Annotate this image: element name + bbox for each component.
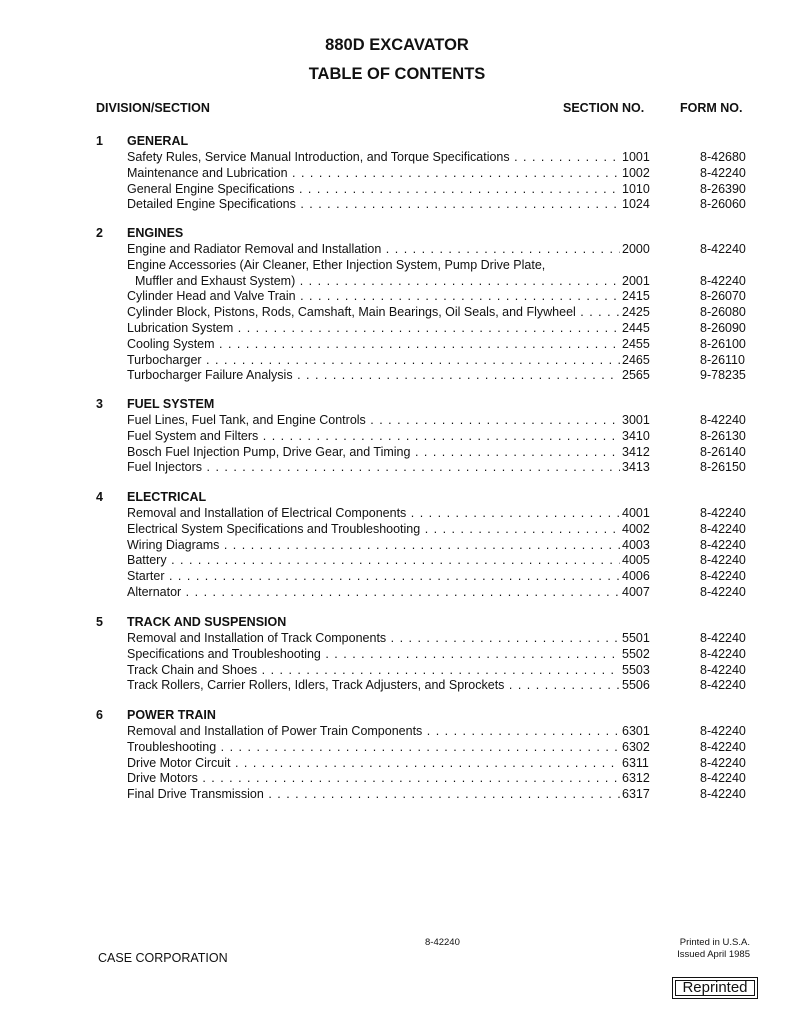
entry-title: Safety Rules, Service Manual Introduction, and Torque Specifications . . . — [127, 150, 620, 166]
toc-entry[interactable] — [0, 460, 794, 476]
division-name: GENERAL — [127, 134, 189, 148]
entry-form-number: 8-42240 — [700, 755, 746, 770]
entry-form-number: 8-26110 — [700, 352, 745, 367]
document-title: 880D EXCAVATOR — [325, 36, 469, 54]
entry-section-number: 6312 — [622, 771, 650, 786]
toc-entry[interactable] — [0, 368, 794, 384]
toc-entry[interactable] — [0, 724, 794, 740]
toc-entry[interactable] — [0, 538, 794, 554]
entry-section-number: 6301 — [622, 724, 650, 738]
toc-entry[interactable] — [0, 506, 794, 522]
entry-form-number: 8-42240 — [700, 678, 746, 693]
entry-title: General Engine Specifications . . . — [127, 182, 620, 198]
entry-title: Fuel Lines, Fuel Tank, and Engine Controls . . . — [127, 413, 620, 429]
entry-form-number: 8-26140 — [700, 444, 746, 459]
entry-title: Drive Motors . . . — [127, 771, 620, 787]
entry-section-number: 4005 — [622, 553, 650, 568]
company-name: CASE CORPORATION — [98, 951, 228, 965]
entry-section-number: 6317 — [622, 787, 650, 802]
toc-entry[interactable] — [0, 337, 794, 353]
division-entries — [0, 631, 794, 694]
entry-form-number: 8-42240 — [700, 537, 746, 552]
printed-in-text: Printed in U.S.A. — [679, 937, 750, 948]
toc-entry[interactable] — [0, 787, 794, 803]
issued-date-text: Issued April 1985 — [677, 949, 750, 960]
entry-title: Maintenance and Lubrication . . . — [127, 166, 620, 182]
entry-form-number: 9-78235 — [700, 368, 746, 383]
entry-title: Removal and Installation of Power Train Components . . . — [127, 724, 620, 740]
division-number: 6 — [96, 708, 103, 722]
toc-entry[interactable] — [0, 150, 794, 166]
division-name: POWER TRAIN — [127, 708, 216, 722]
entry-section-number: 2445 — [622, 320, 650, 335]
entry-form-number: 8-26150 — [700, 460, 746, 475]
entry-section-number: 6302 — [622, 739, 650, 754]
entry-title: Turbocharger . . . — [127, 353, 620, 369]
division-number: 5 — [96, 615, 103, 629]
entry-section-number: 1002 — [622, 165, 650, 180]
entry-title: Drive Motor Circuit . . . — [127, 756, 620, 772]
entry-title: Bosch Fuel Injection Pump, Drive Gear, and Timing . . . — [127, 445, 620, 461]
entry-title: Removal and Installation of Electrical Components . . . — [127, 506, 620, 522]
entry-section-number: 1010 — [622, 181, 650, 196]
toc-entry[interactable] — [0, 353, 794, 369]
entry-section-number: 5502 — [622, 646, 650, 661]
entry-title: Electrical System Specifications and Troubleshooting . . . — [127, 522, 620, 538]
entry-form-number: 8-42240 — [700, 631, 746, 645]
print-info — [665, 937, 750, 961]
entry-form-number: 8-42240 — [700, 569, 746, 584]
entry-form-number: 8-26100 — [700, 336, 746, 351]
toc-entry[interactable] — [0, 740, 794, 756]
entry-section-number: 5501 — [622, 631, 650, 645]
toc-entry[interactable] — [0, 569, 794, 585]
column-header-division: DIVISION/SECTION — [96, 101, 210, 115]
toc-entry[interactable] — [0, 166, 794, 182]
entry-section-number: 3413 — [622, 460, 650, 475]
entry-section-number: 5503 — [622, 662, 650, 677]
toc-entry[interactable] — [0, 585, 794, 601]
entry-form-number: 8-42680 — [700, 150, 746, 164]
division-name: ELECTRICAL — [127, 490, 207, 504]
stamp-inner-border — [675, 980, 755, 996]
toc-entry[interactable] — [0, 771, 794, 787]
division-name: ENGINES — [127, 226, 184, 240]
toc-entry[interactable] — [0, 242, 794, 258]
entry-title: Detailed Engine Specifications . . . — [127, 197, 620, 213]
toc-entry[interactable] — [0, 274, 794, 290]
reprinted-stamp — [672, 977, 758, 999]
entry-form-number: 8-42240 — [700, 506, 746, 520]
division-number: 4 — [96, 490, 103, 504]
entry-form-number: 8-42240 — [700, 553, 746, 568]
entry-form-number: 8-42240 — [700, 413, 746, 427]
division-entries — [0, 150, 794, 213]
entry-title: Starter . . . — [127, 569, 620, 585]
entry-title: Engine and Radiator Removal and Installation . . . — [127, 242, 620, 258]
entry-title: Cooling System . . . — [127, 337, 620, 353]
division-entries — [0, 724, 794, 803]
entry-form-number: 8-26060 — [700, 197, 746, 212]
entry-title: Wiring Diagrams . . . — [127, 538, 620, 554]
column-header-section-no: SECTION NO. — [563, 101, 645, 115]
entry-form-number: 8-26080 — [700, 305, 746, 320]
entry-section-number: 4006 — [622, 569, 650, 584]
division-name: FUEL SYSTEM — [127, 397, 215, 411]
division-entries — [0, 506, 794, 601]
entry-section-number: 4003 — [622, 537, 650, 552]
entry-section-number: 1001 — [622, 150, 650, 164]
toc-entry[interactable] — [0, 678, 794, 694]
entry-form-number: 8-42240 — [700, 521, 746, 536]
entry-form-number: 8-42240 — [700, 771, 746, 786]
toc-entry[interactable] — [0, 522, 794, 538]
entry-form-number: 8-26090 — [700, 320, 746, 335]
division-number: 2 — [96, 226, 103, 240]
entry-form-number: 8-42240 — [700, 646, 746, 661]
entry-title: Lubrication System . . . — [127, 321, 620, 337]
entry-title: Muffler and Exhaust System) . . . — [135, 274, 620, 290]
entry-title: Engine Accessories (Air Cleaner, Ether Injection System, Pump Drive Plate, — [127, 257, 546, 272]
entry-title: Cylinder Head and Valve Train . . . — [127, 289, 620, 305]
entry-section-number: 4007 — [622, 584, 650, 599]
division-number: 1 — [96, 134, 103, 148]
toc-entry[interactable] — [0, 429, 794, 445]
entry-title: Fuel Injectors . . . — [127, 460, 620, 476]
toc-entry[interactable] — [0, 663, 794, 679]
toc-entry[interactable] — [0, 321, 794, 337]
division-entries — [0, 413, 794, 476]
toc-entry[interactable] — [0, 553, 794, 569]
division-name: TRACK AND SUSPENSION — [127, 615, 287, 629]
entry-title: Turbocharger Failure Analysis . . . — [127, 368, 620, 384]
entry-title: Cylinder Block, Pistons, Rods, Camshaft, Main Bearings, Oil Seals, and Flywheel . . . — [127, 305, 620, 321]
entry-section-number: 3001 — [622, 413, 650, 427]
entry-section-number: 2465 — [622, 352, 650, 367]
toc-entry[interactable] — [0, 647, 794, 663]
entry-form-number: 8-42240 — [700, 724, 746, 738]
entry-title: Removal and Installation of Track Components . . . — [127, 631, 620, 647]
toc-entry[interactable] — [0, 756, 794, 772]
entry-title: Battery . . . — [127, 553, 620, 569]
entry-section-number: 3412 — [622, 444, 650, 459]
entry-section-number: 6311 — [622, 755, 649, 770]
division-number: 3 — [96, 397, 103, 411]
entry-title: Final Drive Transmission . . . — [127, 787, 620, 803]
toc-entry[interactable] — [0, 182, 794, 198]
entry-section-number: 2001 — [622, 273, 650, 288]
toc-entry[interactable] — [0, 631, 794, 647]
toc-entry[interactable] — [0, 445, 794, 461]
reprinted-stamp-text: Reprinted — [682, 979, 748, 996]
entry-section-number: 2455 — [622, 336, 650, 351]
entry-title: Track Chain and Shoes . . . — [127, 663, 620, 679]
entry-section-number: 2000 — [622, 242, 650, 256]
entry-section-number: 4002 — [622, 521, 650, 536]
entry-section-number: 2565 — [622, 368, 650, 383]
toc-entry[interactable] — [0, 413, 794, 429]
entry-form-number: 8-42240 — [700, 739, 746, 754]
entry-section-number: 3410 — [622, 428, 650, 443]
entry-section-number: 4001 — [622, 506, 650, 520]
entry-section-number: 1024 — [622, 197, 650, 212]
entry-title: Specifications and Troubleshooting . . . — [127, 647, 620, 663]
toc-entry[interactable] — [0, 197, 794, 213]
document-subtitle: TABLE OF CONTENTS — [308, 65, 486, 83]
entry-form-number: 8-42240 — [700, 165, 746, 180]
entry-title: Alternator . . . — [127, 585, 620, 601]
entry-title: Fuel System and Filters . . . — [127, 429, 620, 445]
footer-form-number: 8-42240 — [425, 937, 460, 948]
division-entries — [0, 242, 794, 384]
entry-section-number: 2415 — [622, 289, 650, 304]
entry-form-number: 8-42240 — [700, 662, 746, 677]
entry-title: Track Rollers, Carrier Rollers, Idlers, Track Adjusters, and Sprockets . . . — [127, 678, 620, 694]
entry-form-number: 8-42240 — [700, 787, 746, 802]
entry-form-number: 8-42240 — [700, 273, 746, 288]
toc-entry[interactable] — [0, 258, 794, 274]
entry-section-number: 2425 — [622, 305, 650, 320]
entry-form-number: 8-26070 — [700, 289, 746, 304]
entry-form-number: 8-42240 — [700, 242, 746, 256]
column-header-form-no: FORM NO. — [680, 101, 743, 115]
entry-section-number: 5506 — [622, 678, 650, 693]
entry-title: Troubleshooting . . . — [127, 740, 620, 756]
entry-form-number: 8-26130 — [700, 428, 746, 443]
entry-form-number: 8-26390 — [700, 181, 746, 196]
toc-entry[interactable] — [0, 305, 794, 321]
entry-form-number: 8-42240 — [700, 584, 746, 599]
toc-entry[interactable] — [0, 289, 794, 305]
